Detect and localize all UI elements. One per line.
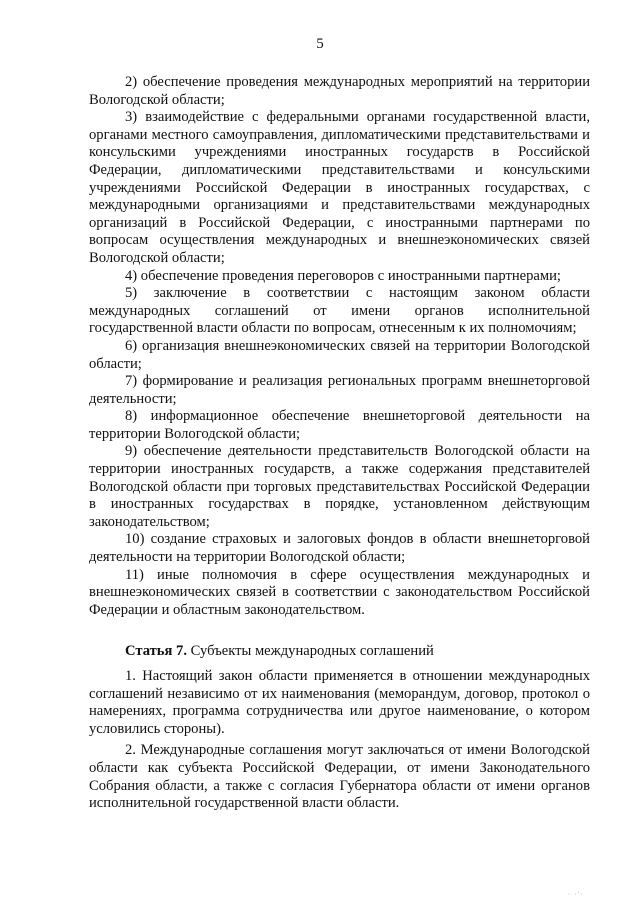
list-item-9: 9) обеспечение деятельности представительств Вологодской области на территории иностранных государств, а также содержания представителей Вологодской области при торговых представительствах Российской Федерации в иностранных государствах в порядке, установленном действующим законодательством; (89, 443, 590, 530)
scan-corner-mark: · ·'· (567, 890, 584, 899)
article-7-paragraph-1: 1. Настоящий закон области применяется в отношении международных соглашений независимо от их наименования (меморандум, договор, протокол о намерениях, программа сотрудничества или другое наименование, о котором условились стороны). (89, 668, 590, 737)
list-item-10: 10) создание страховых и залоговых фондов в области внешнеторговой деятельности на территории Вологодской области; (89, 531, 590, 566)
list-item-11: 11) иные полномочия в сфере осуществления международных и внешнеэкономических связей в соответствии с законодательством Российской Федерации и областным законодательством. (89, 566, 590, 618)
list-item-2: 2) обеспечение проведения международных мероприятий на территории Вологодской области; (89, 74, 590, 108)
article-7-heading (89, 643, 590, 661)
article-7-label: Статья 7. (125, 643, 187, 660)
list-item-7: 7) формирование и реализация региональных программ внешнеторговой деятельности; (89, 373, 590, 407)
list-item-4: 4) обеспечение проведения переговоров с иностранными партнерами; (125, 267, 561, 284)
list-item-3: 3) взаимодействие с федеральными органами государственной власти, органами местного самоуправления, дипломатическими представительствами и консульскими учреждениями иностранных государств в Российской Федерации, дипломатическими представительствами и консульскими учреждениями Российской Федерации в иностранных государствах, с международными организациями и представительствами международных организаций в Российской Федерации, с иностранными партнерами по вопросам осуществления международных и внешнеэкономических связей Вологодской области; (89, 109, 590, 266)
list-item-8: 8) информационное обеспечение внешнеторговой деятельности на территории Вологодской области; (89, 408, 590, 442)
article-7-title: Субъекты международных соглашений (190, 643, 434, 660)
article-7-paragraph-2: 2. Международные соглашения могут заключаться от имени Вологодской области как субъекта Российской Федерации, от имени Законодательного Собрания области, а также с согласия Губернатора области от имени органов исполнительной государственной власти области. (89, 742, 590, 812)
list-item-5: 5) заключение в соответствии с настоящим законом области международных соглашений от имени органов исполнительной государственной власти области по вопросам, отнесенным к их полномочиям; (89, 285, 590, 337)
document-body (89, 74, 590, 817)
list-item-6: 6) организация внешнеэкономических связей на территории Вологодской области; (89, 337, 590, 372)
page-number: 5 (316, 36, 324, 52)
